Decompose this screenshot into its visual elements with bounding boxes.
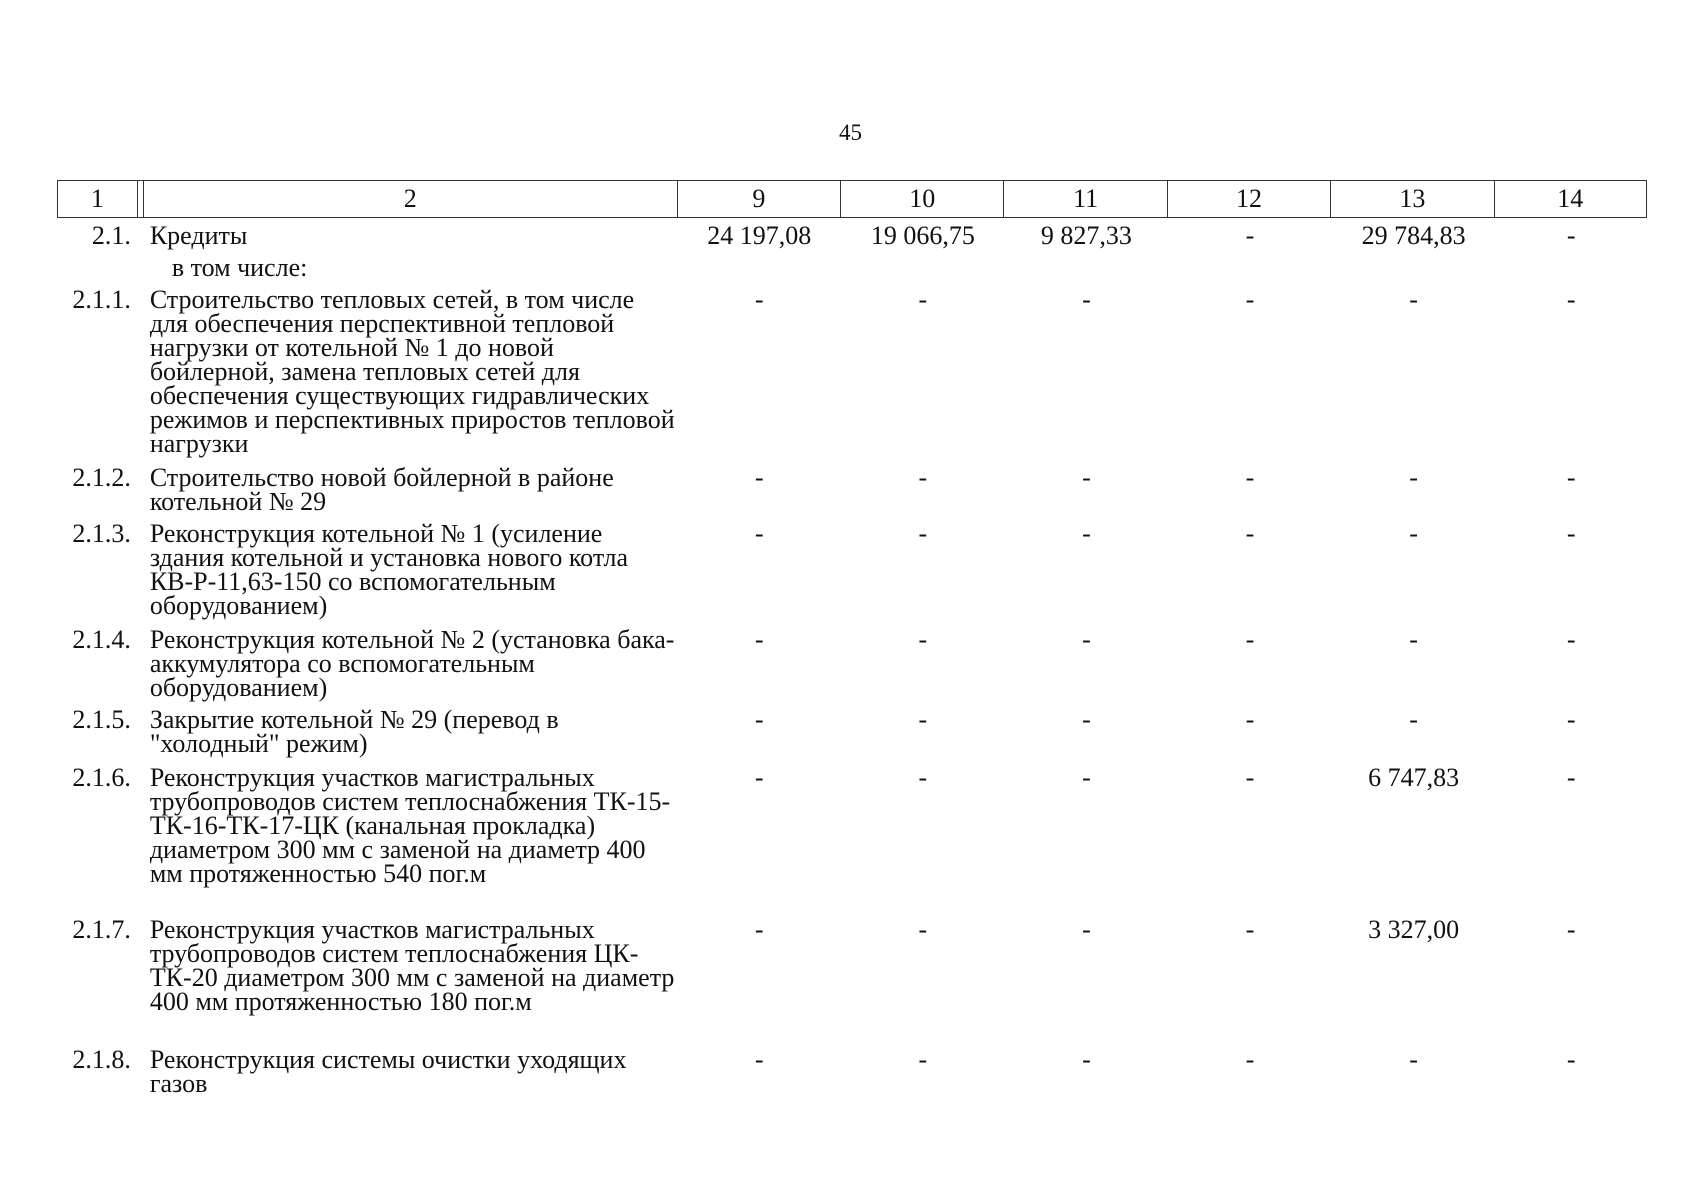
row-value-col-10: - — [918, 705, 928, 734]
header-col-11: 11 — [1004, 181, 1167, 217]
row-value-col-13: 3 327,00 — [1368, 915, 1460, 944]
row-number: 2.1.1. — [72, 285, 131, 314]
table-row — [57, 221, 1647, 256]
table-row — [57, 625, 1647, 708]
row-value-col-14: - — [1566, 763, 1576, 792]
table-body — [57, 221, 1647, 1104]
row-value-col-13: - — [1409, 705, 1418, 734]
row-description: Реконструкция участков магистральных трубопроводов систем теплоснабжения ЦК-ТК-20 диаметром 300 мм с заменой на диаметр 400 мм протяженностью 180 пог.м — [149, 915, 675, 1016]
header-col-13: 13 — [1331, 181, 1494, 217]
header-col-1: 1 — [58, 181, 138, 217]
table-row — [57, 285, 1647, 466]
row-value-col-11: - — [1082, 463, 1091, 492]
row-number: 2.1.6. — [72, 763, 131, 792]
row-value-col-11: - — [1082, 519, 1091, 548]
row-description: в том числе: — [171, 253, 308, 282]
row-number: 2.1.4. — [72, 625, 131, 654]
row-value-col-10: - — [918, 285, 928, 314]
row-value-col-14: - — [1566, 519, 1576, 548]
row-value-col-12: - — [1245, 625, 1255, 654]
row-number: 2.1.2. — [72, 463, 131, 492]
row-value-col-14: - — [1566, 463, 1576, 492]
row-value-col-10: - — [918, 915, 928, 944]
row-value-col-11: - — [1082, 1045, 1091, 1074]
header-col-9: 9 — [678, 181, 841, 217]
row-value-col-14: - — [1566, 625, 1576, 654]
row-value-col-13: - — [1409, 285, 1418, 314]
row-number: 2.1.7. — [72, 915, 131, 944]
row-description: Реконструкция котельной № 1 (усиление здания котельной и установка нового котла КВ-Р-11,63-150 со вспомогательным оборудованием) — [149, 519, 629, 620]
row-value-col-10: 19 066,75 — [870, 221, 975, 250]
row-value-col-11: - — [1082, 763, 1091, 792]
row-number: 2.1.5. — [72, 705, 131, 734]
row-value-col-9: 24 197,08 — [707, 221, 812, 250]
row-value-col-10: - — [918, 763, 928, 792]
row-value-col-11: - — [1082, 915, 1091, 944]
row-value-col-10: - — [918, 519, 928, 548]
table-row — [57, 763, 1647, 918]
row-value-col-14: - — [1566, 705, 1576, 734]
row-value-col-12: - — [1245, 763, 1255, 792]
row-number: 2.1.8. — [72, 1045, 131, 1074]
row-value-col-9: - — [754, 463, 764, 492]
row-value-col-11: - — [1082, 285, 1091, 314]
row-description: Реконструкция системы очистки уходящих газов — [149, 1045, 627, 1098]
row-value-col-13: - — [1409, 519, 1418, 548]
row-value-col-12: - — [1245, 519, 1255, 548]
row-value-col-9: - — [754, 705, 764, 734]
header-col-10: 10 — [841, 181, 1004, 217]
row-description: Строительство новой бойлерной в районе котельной № 29 — [149, 463, 614, 516]
header-col-14: 14 — [1557, 184, 1584, 213]
row-value-col-12: - — [1245, 705, 1255, 734]
row-value-col-13: 29 784,83 — [1361, 221, 1466, 250]
row-value-col-13: - — [1409, 625, 1418, 654]
row-value-col-9: - — [754, 285, 764, 314]
row-value-col-12: - — [1245, 463, 1255, 492]
row-value-col-13: - — [1409, 1045, 1418, 1074]
table-row — [57, 915, 1647, 1048]
page-number: 45 — [839, 120, 862, 145]
table-row — [57, 463, 1647, 522]
row-value-col-12: - — [1245, 221, 1255, 250]
row-value-col-12: - — [1245, 1045, 1255, 1074]
table-row — [57, 519, 1647, 628]
row-value-col-11: - — [1082, 705, 1091, 734]
row-value-col-10: - — [918, 625, 928, 654]
row-value-col-13: 6 747,83 — [1368, 763, 1460, 792]
row-value-col-10: - — [918, 463, 928, 492]
row-description: Строительство тепловых сетей, в том числе для обеспечения перспективной тепловой нагрузки от котельной № 1 до новой бойлерной, замена тепловых сетей для обеспечения существующих гидравлических режимов и перспективных приростов тепловой нагрузки — [149, 285, 675, 458]
row-value-col-9: - — [754, 763, 764, 792]
table-row — [57, 253, 1647, 288]
row-value-col-9: - — [754, 519, 764, 548]
row-value-col-9: - — [754, 915, 764, 944]
table-row — [57, 1045, 1647, 1104]
row-description: Закрытие котельной № 29 (перевод в "холодный" режим) — [149, 705, 559, 758]
row-value-col-13: - — [1409, 463, 1418, 492]
header-col-2: 2 — [143, 181, 678, 217]
header-col-12: 12 — [1168, 181, 1331, 217]
table-row — [57, 705, 1647, 766]
table-header — [57, 180, 1647, 218]
row-value-col-12: - — [1245, 915, 1255, 944]
row-value-col-9: - — [754, 625, 764, 654]
row-value-col-14: - — [1566, 285, 1576, 314]
row-value-col-9: - — [754, 1045, 764, 1074]
row-value-col-14: - — [1566, 221, 1576, 250]
row-description: Реконструкция котельной № 2 (установка бака-аккумулятора со вспомогательным оборудованием) — [149, 625, 675, 702]
row-value-col-11: 9 827,33 — [1040, 221, 1132, 250]
row-number: 2.1.3. — [72, 519, 131, 548]
row-number: 2.1. — [91, 221, 131, 250]
row-description: Реконструкция участков магистральных трубопроводов систем теплоснабжения ТК-15-ТК-16-ТК-17-ЦК (канальная прокладка) диаметром 300 мм с заменой на диаметр 400 мм протяженностью 540 пог.м — [149, 763, 671, 888]
row-description: Кредиты — [149, 221, 248, 250]
row-value-col-11: - — [1082, 625, 1091, 654]
row-value-col-14: - — [1566, 1045, 1576, 1074]
row-value-col-10: - — [918, 1045, 928, 1074]
row-value-col-14: - — [1566, 915, 1576, 944]
row-value-col-12: - — [1245, 285, 1255, 314]
